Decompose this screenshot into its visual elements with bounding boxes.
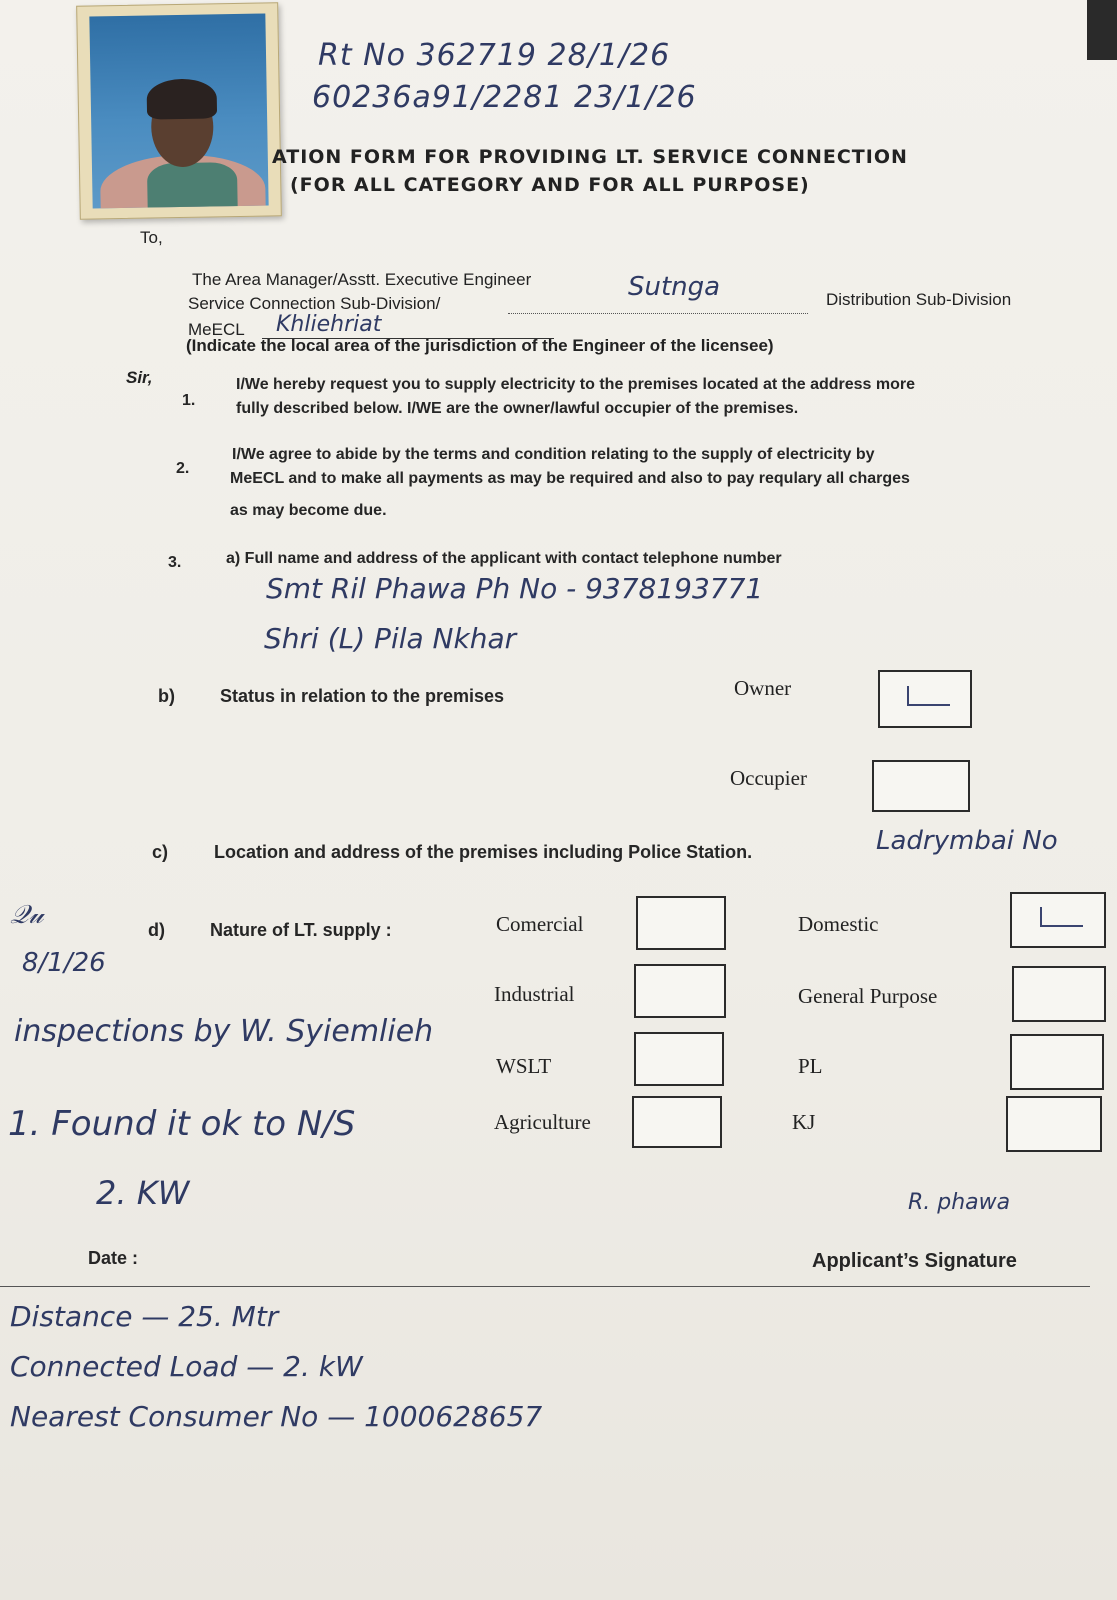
kj-label: KJ (792, 1110, 816, 1134)
item2-line3: as may become due. (230, 502, 387, 519)
side-signature-date: 8/1/26 (22, 948, 106, 978)
item2-line1: I/We agree to abide by the terms and condition relating to the supply of electricity by (232, 446, 875, 463)
kj-checkbox[interactable] (1006, 1096, 1102, 1152)
pl-label: PL (798, 1054, 823, 1078)
photo-scarf (147, 162, 238, 209)
domestic-checkbox[interactable] (1010, 892, 1106, 948)
date-label: Date : (88, 1248, 139, 1268)
item1-line1: I/We hereby request you to supply electricity to the premises located at the address more (236, 376, 916, 393)
industrial-checkbox[interactable] (634, 964, 726, 1018)
inspection-handwritten: inspections by W. Syiemlieh (14, 1014, 434, 1049)
applicant-photo (76, 2, 282, 219)
receipt-number-line: Rt No 362719 28/1/26 (318, 38, 671, 73)
dark-corner (1087, 0, 1117, 60)
location-label: Location and address of the premises including Police Station. (214, 842, 753, 862)
owner-tick-icon (907, 686, 950, 707)
occupier-checkbox[interactable] (872, 760, 970, 812)
c-label: c) (152, 842, 169, 862)
to-label: To, (140, 228, 163, 247)
side-signature-scribble: 𝒬𝓊 (10, 900, 44, 930)
owner-label: Owner (734, 676, 792, 700)
division-handwritten: Sutnga (628, 272, 721, 302)
agriculture-label: Agriculture (494, 1110, 591, 1134)
agriculture-checkbox[interactable] (632, 1096, 722, 1148)
general-purpose-label: General Purpose (798, 984, 938, 1008)
item3a-label: a) Full name and address of the applicant with contact telephone number (226, 550, 782, 567)
item1-number: 1. (182, 392, 196, 409)
form-subtitle: (FOR ALL CATEGORY AND FOR ALL PURPOSE) (290, 174, 810, 196)
applicant-father-handwritten: Shri (L) Pila Nkhar (264, 622, 517, 655)
general-purpose-checkbox[interactable] (1012, 966, 1106, 1022)
commercial-label: Comercial (496, 912, 584, 936)
domestic-tick-icon (1040, 907, 1083, 927)
location-handwritten: Ladrymbai No (876, 826, 1058, 856)
addressee-line1: The Area Manager/Asstt. Executive Engineer (192, 270, 532, 289)
form-title: ATION FORM FOR PROVIDING LT. SERVICE CONNECTION (272, 146, 908, 168)
d-label: d) (148, 920, 165, 940)
wslt-label: WSLT (496, 1054, 552, 1078)
owner-checkbox[interactable] (878, 670, 972, 728)
occupier-label: Occupier (730, 766, 807, 790)
addressee-line2: Service Connection Sub-Division/ (188, 294, 441, 313)
pl-checkbox[interactable] (1010, 1034, 1104, 1090)
item1-line2: fully described below. I/WE are the owner/lawful occupier of the premises. (236, 400, 799, 417)
applicant-signature-handwritten: R. phawa (908, 1190, 1011, 1215)
meecl-label: MeECL (188, 320, 245, 339)
photo-hair (146, 78, 217, 119)
distribution-label: Distribution Sub-Division (826, 290, 1012, 309)
meecl-area-handwritten: Khliehriat (276, 312, 382, 337)
supply-label: Nature of LT. supply : (210, 920, 392, 940)
b-label: b) (158, 686, 175, 706)
kw-handwritten: 2. KW (96, 1174, 190, 1212)
domestic-label: Domestic (798, 912, 879, 936)
item2-number: 2. (176, 460, 190, 477)
applicant-name-handwritten: Smt Ril Phawa Ph No - 9378193771 (266, 572, 764, 605)
industrial-label: Industrial (494, 982, 575, 1006)
distance-handwritten: Distance — 25. Mtr (10, 1300, 279, 1333)
indicate-note: (Indicate the local area of the jurisdiction of the Engineer of the licensee) (186, 336, 774, 355)
connected-load-handwritten: Connected Load — 2. kW (10, 1350, 363, 1383)
status-label: Status in relation to the premises (220, 686, 505, 706)
nearest-consumer-handwritten: Nearest Consumer No — 1000628657 (10, 1400, 543, 1433)
found-ok-handwritten: 1. Found it ok to N/S (8, 1104, 356, 1144)
signature-label: Applicant’s Signature (812, 1250, 1017, 1272)
commercial-checkbox[interactable] (636, 896, 726, 950)
item3-number: 3. (168, 554, 182, 571)
sir-label: Sir, (126, 368, 153, 387)
footer-rule (0, 1286, 1090, 1287)
wslt-checkbox[interactable] (634, 1032, 724, 1086)
division-dotted-line (508, 313, 808, 314)
application-number-line: 60236a91/2281 23/1/26 (312, 80, 697, 115)
photo-image (89, 13, 268, 208)
item2-line2: MeECL and to make all payments as may be required and also to pay requlary all charges (230, 470, 910, 487)
